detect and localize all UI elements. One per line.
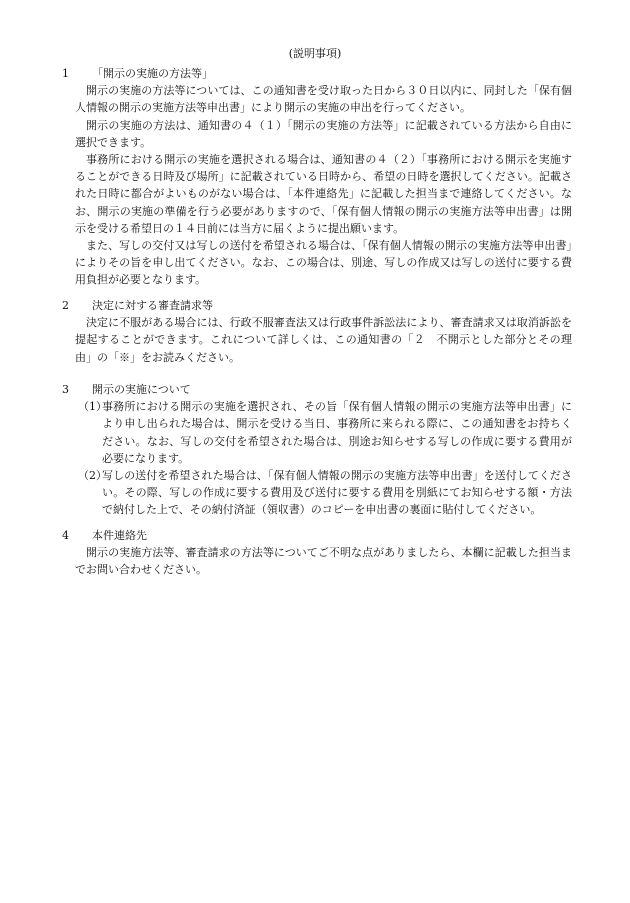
list-item-number: （1）: [78, 400, 107, 414]
section-3: [62, 381, 572, 519]
section-heading: [62, 381, 572, 398]
list-item-text: 写しの送付を希望された場合は、「保有個人情報の開示の実施方法等申出書」を送付してください。その際、写しの作成に要する費用及び送付に要する費用を別紙にてお知らせする額・方法で納付した上で、その納付済証（領収書）のコピーを申出書の裏面に貼付してください。: [102, 469, 572, 517]
list-item: [62, 398, 572, 467]
section-title: 開示の実施について: [92, 383, 191, 396]
section-number: 2: [62, 299, 69, 312]
section-number: 1: [62, 67, 69, 80]
document-title: (説明事項): [288, 47, 342, 60]
list-item-text: 事務所における開示の実施を選択され、その旨「保有個人情報の開示の実施方法等申出書」により申し出られた場合は、開示を受ける当日、事務所に来られる際に、この通知書をお持ちください。なお、写しの交付を希望された場合は、別途お知らせする写しの作成に要する費用が必要になります。: [102, 400, 572, 465]
section-heading: [62, 297, 572, 314]
section-heading: [62, 527, 572, 544]
list-item: [62, 467, 572, 519]
section-1: [62, 65, 572, 289]
section-4: [62, 527, 572, 579]
section-title: 決定に対する審査請求等: [92, 299, 213, 312]
section-number: 3: [62, 383, 69, 396]
paragraph: 開示の実施の方法等については、この通知書を受け取った日から３０日以内に、同封した「保有個人情報の開示の実施方法等申出書」により開示の実施の申出を行ってください。: [75, 84, 572, 115]
paragraph: 事務所における開示の実施を選択される場合は、通知書の４（２）「事務所における開示を実施することができる日時及び場所」に記載されている日時から、希望の日時を選択してください。記載された日時に都合がよいものがない場合は、「本件連絡先」に記載した担当まで連絡してください。なお、開示の実施の準備を行う必要がありますので、「保有個人情報の開示の実施方法等申出書」は開示を受ける希望日の１４日前には当方に届くように提出願います。: [75, 153, 572, 235]
section-2: [62, 297, 572, 366]
section-title: 本件連絡先: [92, 529, 147, 542]
paragraph: 開示の実施方法等、審査請求の方法等についてご不明な点がありましたら、本欄に記載した担当までお問い合わせください。: [75, 546, 572, 577]
list-item-number: （2）: [78, 469, 107, 483]
section-number: 4: [62, 529, 69, 542]
section-title: 「開示の実施の方法等」: [92, 67, 213, 80]
section-heading: [62, 65, 572, 82]
paragraph: 決定に不服がある場合には、行政不服審査法又は行政事件訴訟法により、審査請求又は取消訴訟を提起することができます。これについて詳しくは、この通知書の「２ 不開示とした部分とその理由」の「※」をお読みください。: [75, 316, 572, 364]
paragraph: また、写しの交付又は写しの送付を希望される場合は、「保有個人情報の開示の実施方法等申出書」によりその旨を申し出てください。なお、この場合は、別途、写しの作成又は写しの送付に要する費用負担が必要となります。: [75, 239, 572, 287]
paragraph: 開示の実施の方法は、通知書の４（１）「開示の実施の方法等」に記載されている方法から自由に選択できます。: [75, 118, 572, 149]
